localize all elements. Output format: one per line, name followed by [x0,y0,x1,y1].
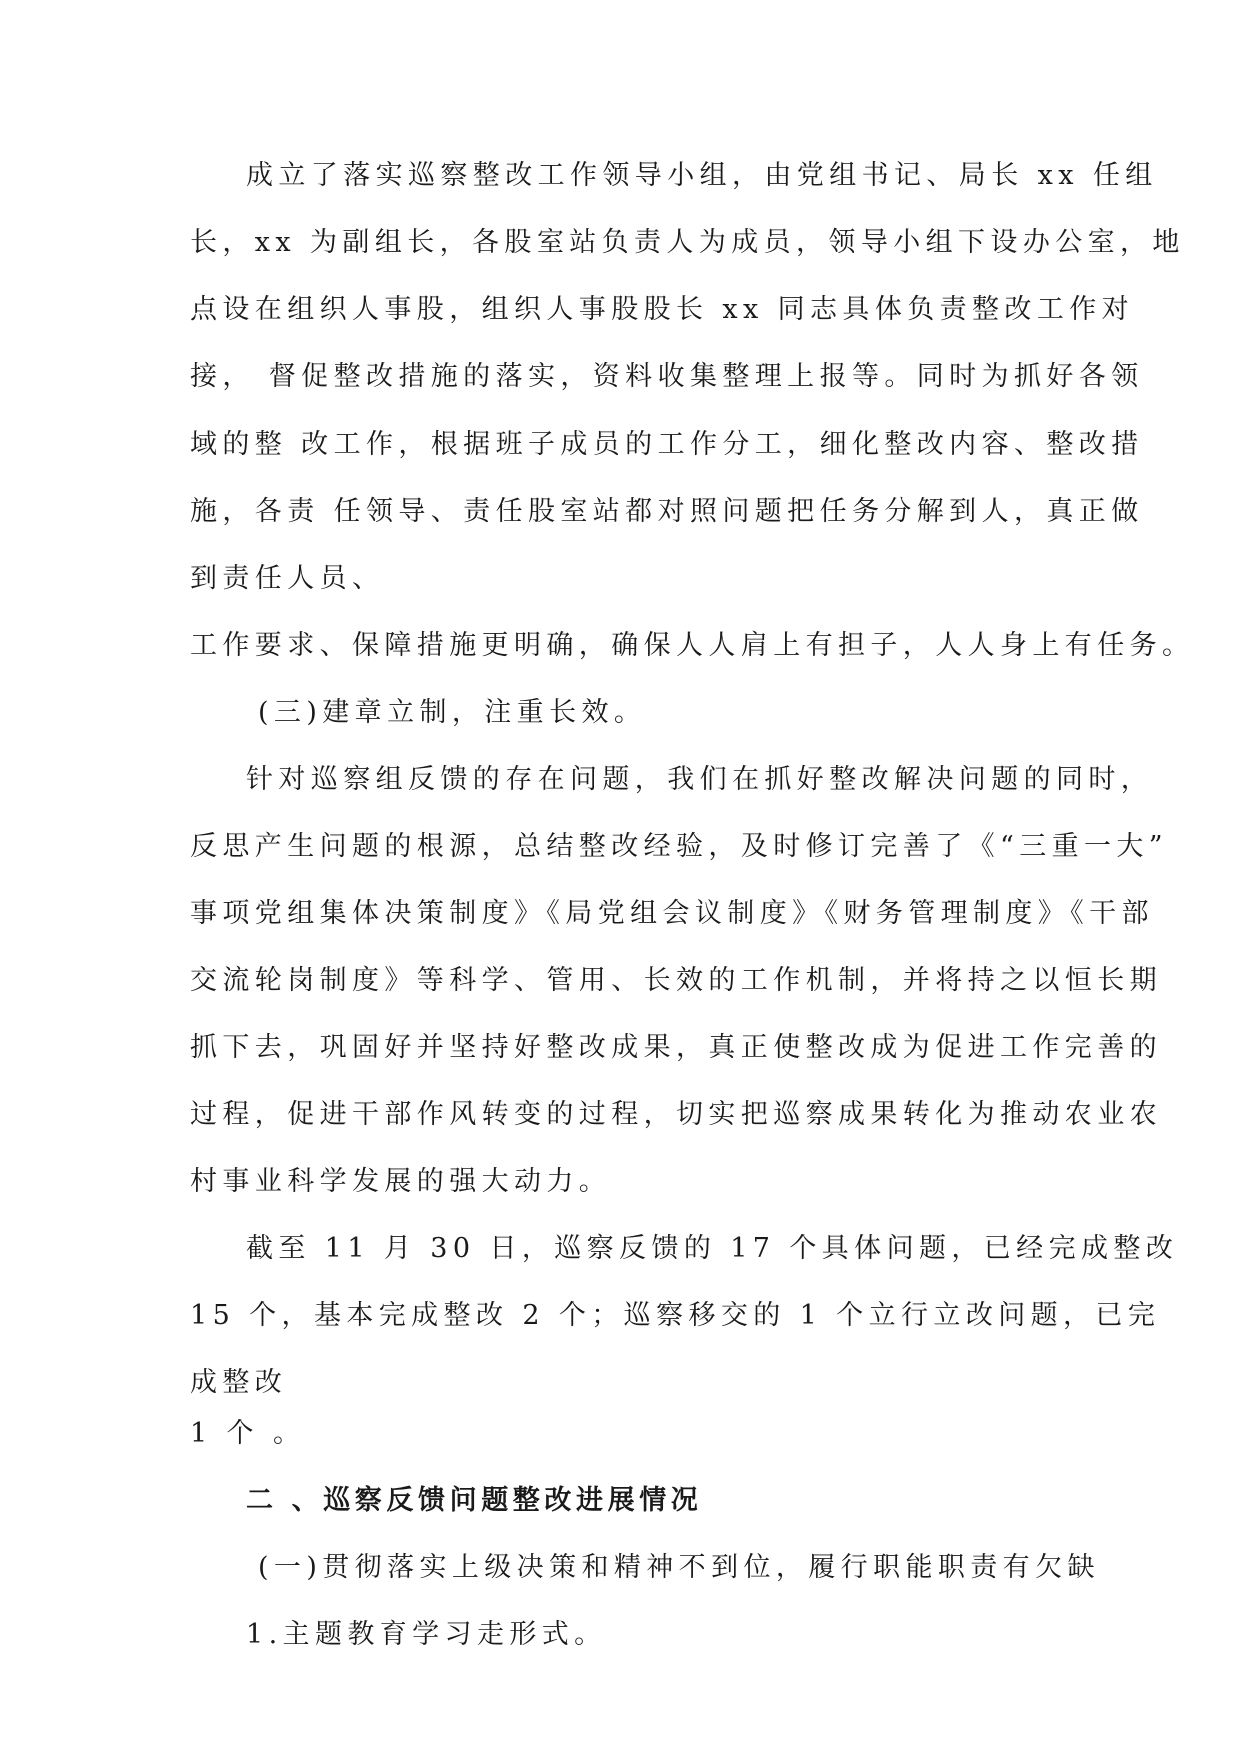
paragraph-line: 村事业科学发展的强大动力。 [190,1166,612,1197]
paragraph-line: 针对巡察组反馈的存在问题，我们在抓好整改解决问题的同时， [246,764,1154,795]
paragraph-line: 过程，促进干部作风转变的过程，切实把巡察成果转化为推动农业农 [190,1099,1162,1130]
paragraph-line: 工作要求、保障措施更明确，确保人人肩上有担子，人人身上有任务。 [190,630,1195,661]
paragraph-line: 15 个，基本完成整改 2 个；巡察移交的 1 个立行立改问题，已完 [190,1300,1161,1331]
paragraph-line: 施，各责 任领导、责任股室站都对照问题把任务分解到人，真正做 [190,496,1144,527]
paragraph-line: 事项党组集体决策制度》《局党组会议制度》《财务管理制度》《干部 [190,898,1154,929]
paragraph-line: 成整改 [190,1367,288,1398]
section-heading: 二 、巡察反馈问题整改进展情况 [246,1485,703,1516]
paragraph-line: 反思产生问题的根源，总结整改经验，及时修订完善了《“三重一大” [190,831,1169,862]
paragraph-line: 截至 11 月 30 日，巡察反馈的 17 个具体问题，已经完成整改 [246,1233,1179,1264]
item-heading: 1.主题教育学习走形式。 [246,1619,607,1650]
paragraph-line: 交流轮岗制度》等科学、管用、长效的工作机制，并将持之以恒长期 [190,965,1162,996]
section-subheading: (三)建章立制，注重长效。 [258,697,647,728]
paragraph-line: 1 个 。 [190,1418,306,1449]
paragraph-line: 点设在组织人事股，组织人事股股长 xx 同志具体负责整改工作对 [190,294,1135,325]
paragraph-line: 长，xx 为副组长，各股室站负责人为成员，领导小组下设办公室，地 [190,227,1185,258]
paragraph-line: 到责任人员、 [190,563,385,594]
paragraph-line: 成立了落实巡察整改工作领导小组，由党组书记、局长 xx 任组 [246,160,1158,191]
paragraph-line: 接， 督促整改措施的落实，资料收集整理上报等。同时为抓好各领 [190,361,1144,392]
paragraph-line: 抓下去，巩固好并坚持好整改成果，真正使整改成为促进工作完善的 [190,1032,1162,1063]
section-subheading: (一)贯彻落实上级决策和精神不到位，履行职能职责有欠缺 [258,1552,1100,1583]
paragraph-line: 域的整 改工作，根据班子成员的工作分工，细化整改内容、整改措 [190,429,1144,460]
